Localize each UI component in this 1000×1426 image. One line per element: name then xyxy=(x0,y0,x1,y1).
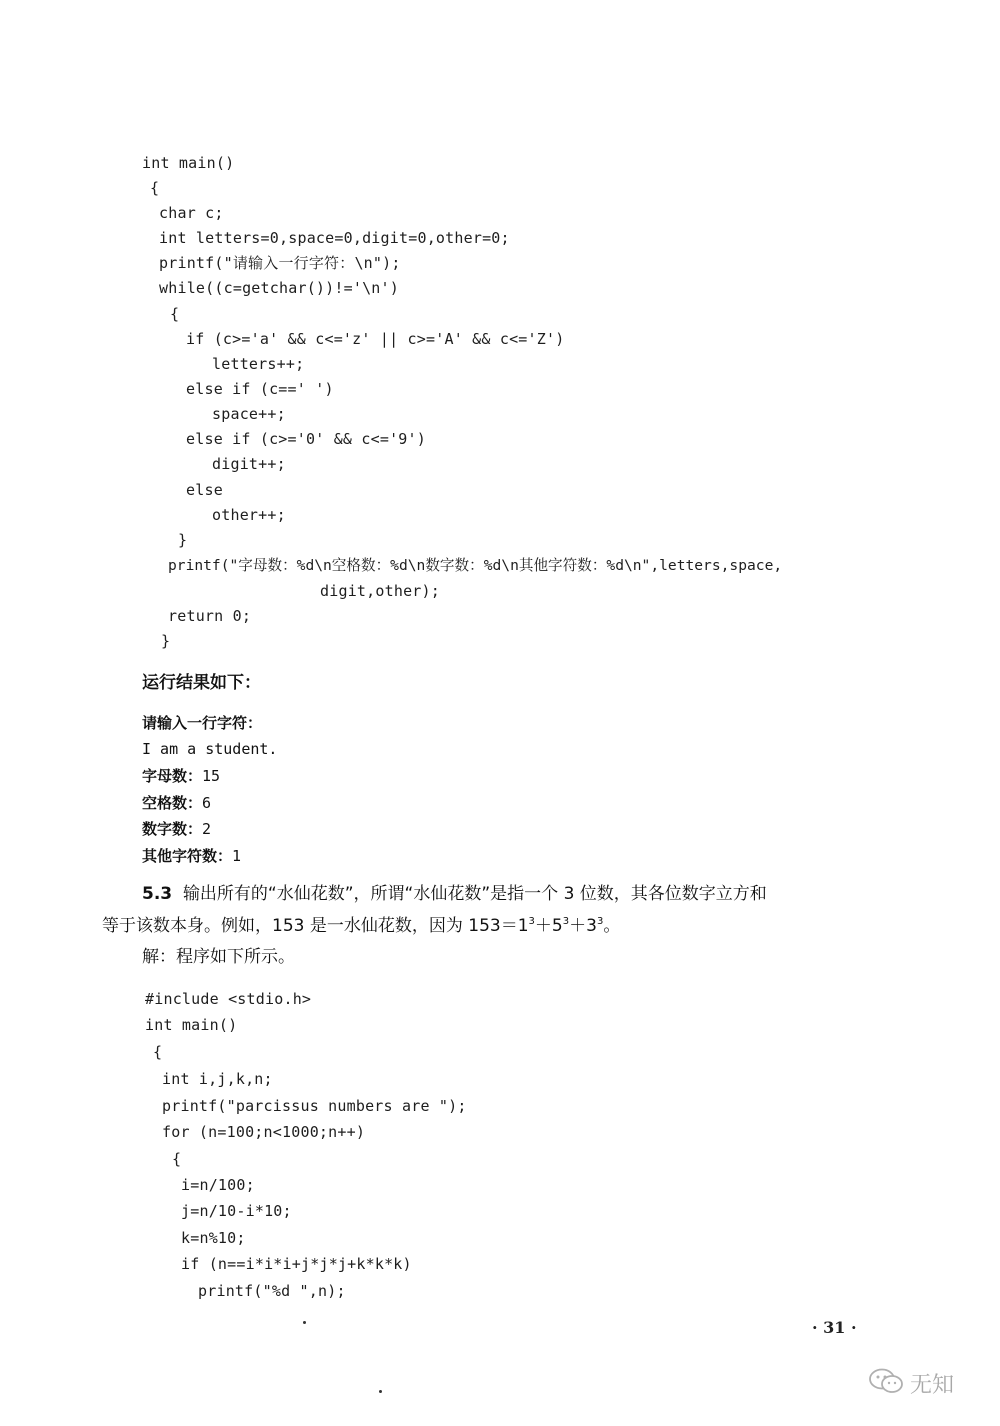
code-line: printf("%d ",n); xyxy=(198,1282,346,1300)
code-line: printf("字母数：%d\n空格数：%d\n数字数：%d\n其他字符数：%d\n",letters,space, xyxy=(168,557,783,574)
page-number: · 31 · xyxy=(812,1318,857,1337)
problem-line-1: 5.3 输出所有的“水仙花数”，所谓“水仙花数”是指一个 3 位数，其各位数字立方和 xyxy=(142,884,767,904)
output-row: 其他字符数：1 xyxy=(142,847,242,865)
code-line: printf("parcissus numbers are "); xyxy=(162,1097,467,1115)
code-line: { xyxy=(170,305,180,323)
code-line: letters++; xyxy=(212,355,305,373)
output-row: 空格数：6 xyxy=(142,794,212,812)
code-line: other++; xyxy=(212,506,286,524)
code-line: i=n/100; xyxy=(181,1176,255,1194)
code-line: } xyxy=(161,632,171,650)
code-line: if (n==i*i*i+j*j*j+k*k*k) xyxy=(181,1255,412,1273)
code-line: else if (c>='0' && c<='9') xyxy=(186,430,426,448)
output-row: 字母数：15 xyxy=(142,767,221,785)
problem-number: 5.3 xyxy=(142,884,173,904)
scan-speck xyxy=(303,1321,306,1324)
code-line: digit,other); xyxy=(320,582,440,600)
code-line: { xyxy=(150,179,160,197)
code-line: else xyxy=(186,481,223,499)
code-line: for (n=100;n<1000;n++) xyxy=(162,1123,366,1141)
code-line: int main() xyxy=(142,154,235,172)
output-prompt: 请输入一行字符： xyxy=(142,714,263,732)
solution-intro: 解：程序如下所示。 xyxy=(142,947,295,967)
code-line: k=n%10; xyxy=(181,1229,246,1247)
watermark xyxy=(868,1368,954,1398)
code-line: else if (c==' ') xyxy=(186,380,334,398)
result-heading: 运行结果如下： xyxy=(142,673,261,693)
code-line: { xyxy=(172,1150,182,1168)
code-line: if (c>='a' && c<='z' || c>='A' && c<='Z') xyxy=(186,330,565,348)
problem-line-2: 等于该数本身。例如，153 是一水仙花数，因为 $153=1^3+5^3+3^3$。 xyxy=(102,916,621,936)
scan-speck xyxy=(379,1390,382,1393)
code-line: } xyxy=(178,531,188,549)
code-line: j=n/10-i*10; xyxy=(181,1202,292,1220)
output-row: 数字数：2 xyxy=(142,820,212,838)
output-input: I am a student. xyxy=(142,740,278,758)
code-line: { xyxy=(153,1043,163,1061)
code-line: int letters=0,space=0,digit=0,other=0; xyxy=(159,229,510,247)
wechat-icon xyxy=(868,1367,904,1399)
code-line: int main() xyxy=(145,1016,238,1034)
code-line: int i,j,k,n; xyxy=(162,1070,273,1088)
code-line: return 0; xyxy=(168,607,252,625)
code-line: space++; xyxy=(212,405,286,423)
watermark-text: 无知 xyxy=(910,1372,955,1398)
code-line: digit++; xyxy=(212,455,286,473)
code-line: while((c=getchar())!='\n') xyxy=(159,279,399,297)
code-line: printf("请输入一行字符：\n"); xyxy=(159,254,401,272)
code-line: #include <stdio.h> xyxy=(145,990,312,1008)
code-line: char c; xyxy=(159,204,224,222)
